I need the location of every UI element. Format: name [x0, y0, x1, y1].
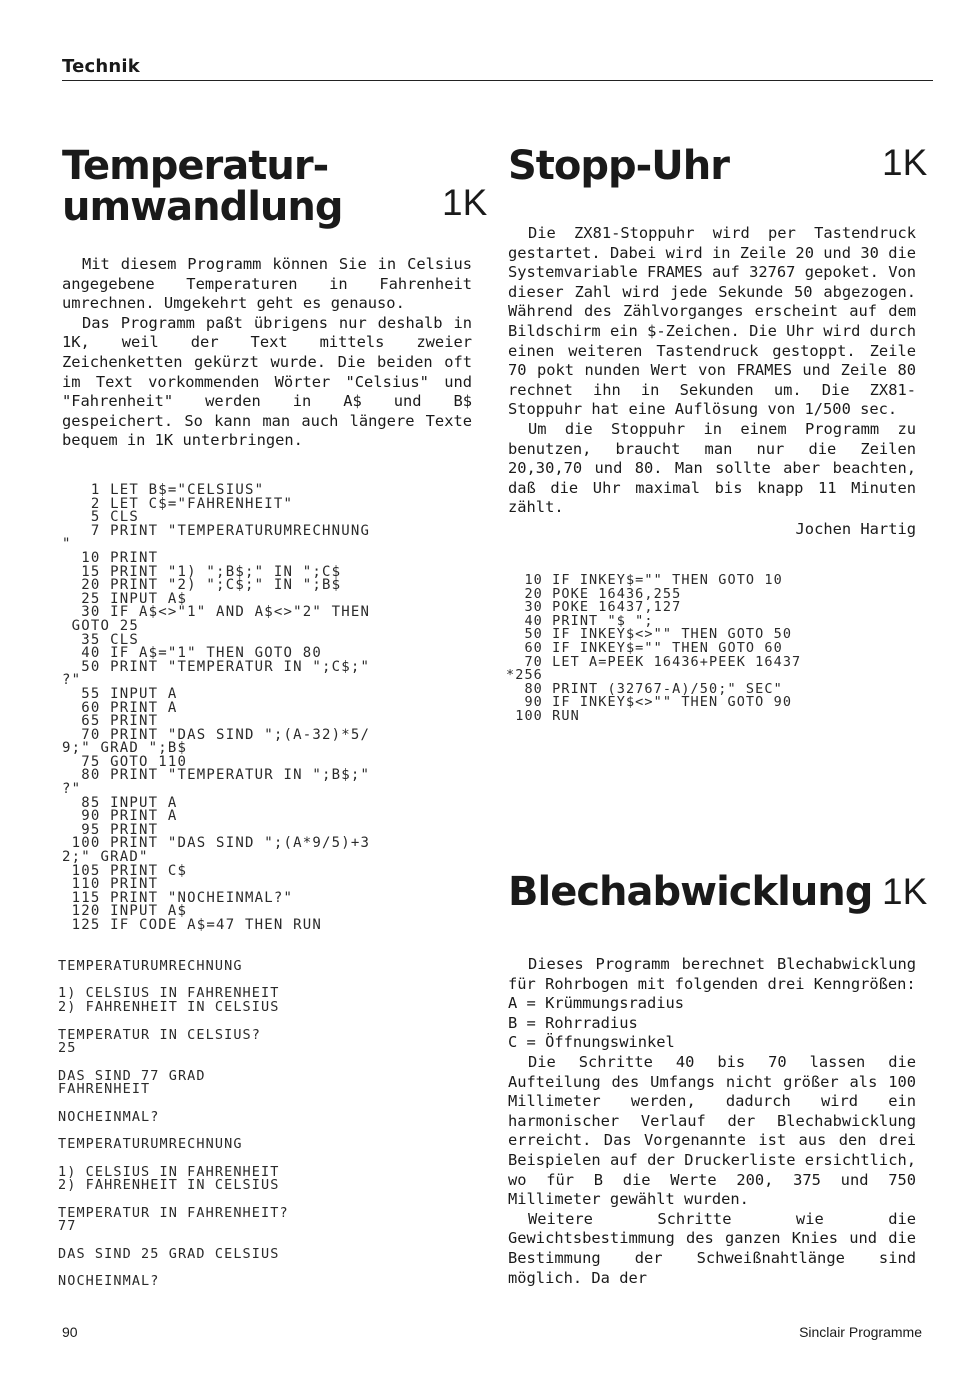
output-line: FAHRENHEIT — [58, 1081, 151, 1098]
article1-program-listing — [62, 484, 370, 933]
article1-program-output — [58, 960, 289, 1289]
output-line: NOCHEINMAL? — [58, 1273, 160, 1290]
code-line: 5 CLS — [62, 509, 140, 526]
article2-size-badge: 1K — [882, 142, 928, 183]
header-rule — [62, 80, 933, 81]
output-line: TEMPERATUR IN FAHRENHEIT? — [58, 1204, 289, 1221]
article3-paragraph: Die Schritte 40 bis 70 lassen die Aufteilung des Umfangs nicht größer als 100 Millimeter werden, dadurch wird ein harmonischer Verlauf der Blechabwicklung erreicht. Das Vorgenannte ist aus den drei Beispielen auf der Druckerliste ersichtlich, wo für B die Werte 200, 375 und 750 Millimeter gewählt wurden. — [508, 1052, 916, 1209]
code-line: 125 IF CODE A$=47 THEN RUN — [62, 917, 322, 933]
code-line: 90 IF INKEY$<>"" THEN GOTO 90 — [506, 694, 793, 711]
article3-body — [508, 955, 916, 1288]
code-line: 30 POKE 16437,127 — [506, 599, 682, 616]
code-line: 100 PRINT "DAS SIND ";(A*9/5)+3 — [62, 835, 371, 852]
code-line: 10 IF INKEY$="" THEN GOTO 10 — [506, 572, 783, 588]
output-line: DAS SIND 25 GRAD CELSIUS — [58, 1245, 280, 1262]
output-line: 2) FAHRENHEIT IN CELSIUS — [58, 999, 280, 1016]
code-line: 75 GOTO 110 — [62, 753, 188, 770]
output-line: 1) CELSIUS IN FAHRENHEIT — [58, 985, 280, 1002]
code-line: 110 PRINT — [62, 876, 159, 893]
definition-item: C = Öffnungswinkel — [508, 1033, 675, 1052]
code-line: 30 IF A$<>"1" AND A$<>"2" THEN — [62, 604, 371, 621]
output-line: TEMPERATURUMRECHNUNG — [58, 958, 243, 974]
code-line: 90 PRINT A — [62, 808, 178, 825]
article1-title-line1: Temperatur- — [62, 143, 329, 189]
code-line: *256 — [506, 667, 543, 684]
article2-body — [508, 224, 916, 540]
article2-paragraph: Die ZX81-Stoppuhr wird per Tastendruck gestartet. Dabei wird in Zeile 20 und 30 die Systemvariable FRAMES auf 32767 gepoket. Von dieser Zahl wird jede Sekunde 50 abgezogen. Während des Zählvorganges erscheint auf dem Bildschirm ein $-Zeichen. Die Uhr wird durch einen weiteren Tastendruck gestoppt. Zeile 70 pokt nunden Wert von FRAMES und Zeile 80 rechnet ihn in Sekunden um. Die ZX81-Stoppuhr hat eine Auflösung von 1/500 sec. — [508, 224, 916, 419]
page-number: 90 — [62, 1324, 78, 1340]
output-line: 2) FAHRENHEIT IN CELSIUS — [58, 1177, 280, 1194]
article2-author: Jochen Hartig — [795, 519, 916, 538]
code-line: 40 IF A$="1" THEN GOTO 80 — [62, 645, 322, 662]
code-line: 40 PRINT "$ "; — [506, 612, 654, 629]
code-line: 25 INPUT A$ — [62, 590, 188, 607]
article3-paragraph: Weitere Schritte wie die Gewichtsbestimmung des ganzen Knies und die Bestimmung der Schweißnahtlänge sind möglich. Da der — [508, 1209, 916, 1287]
code-line: 65 PRINT — [62, 713, 159, 730]
code-line: ?" — [62, 781, 82, 798]
article1-paragraph: Das Programm paßt übrigens nur deshalb in 1K, weil der Text mittels zweier Zeichenketten gekürzt wurde. Die beiden oft im Text vorkommenden Wörter "Celsius" und "Fahrenheit" werden in A$ und B$ gespeichert. So kann man auch längere Texte bequem in 1K unterbringen. — [62, 313, 472, 450]
code-line: 95 PRINT — [62, 821, 159, 838]
code-line: 60 PRINT A — [62, 699, 178, 716]
code-line: GOTO 25 — [62, 617, 140, 634]
output-line: TEMPERATURUMRECHNUNG — [58, 1136, 243, 1153]
code-line: 10 PRINT — [62, 549, 159, 566]
code-line: 7 PRINT "TEMPERATURUMRECHNUNG — [62, 522, 371, 539]
code-line: 15 PRINT "1) ";B$;" IN ";C$ — [62, 563, 342, 580]
article1-body — [62, 255, 472, 451]
code-line: 35 CLS — [62, 631, 140, 648]
code-line: 100 RUN — [506, 707, 580, 724]
code-line: 70 LET A=PEEK 16436+PEEK 16437 — [506, 653, 802, 670]
output-line: 25 — [58, 1040, 77, 1057]
magazine-name: Sinclair Programme — [799, 1324, 922, 1340]
output-line: 77 — [58, 1218, 77, 1235]
article3-size-badge: 1K — [882, 871, 928, 912]
code-line: 85 INPUT A — [62, 794, 178, 811]
code-line: 105 PRINT C$ — [62, 862, 188, 879]
code-line: 120 INPUT A$ — [62, 903, 188, 920]
code-line: 60 IF INKEY$="" THEN GOTO 60 — [506, 639, 783, 656]
definition-item: A = Krümmungsradius — [508, 994, 685, 1013]
code-line: ?" — [62, 672, 82, 689]
article3-intro: Dieses Programm berechnet Blechabwicklung für Rohrbogen mit folgenden drei Kenngrößen: — [508, 955, 916, 993]
section-label: Technik — [62, 56, 140, 77]
article2-paragraph: Um die Stoppuhr in einem Programm zu benutzen, braucht man nur die Zeilen 20,30,70 und 80. Man sollte aber beachten, daß die Uhr maximal bis knapp 11 Minuten zählt. — [508, 419, 916, 517]
code-line: 70 PRINT "DAS SIND ";(A-32)*5/ — [62, 726, 371, 743]
output-line: TEMPERATUR IN CELSIUS? — [58, 1026, 262, 1043]
code-line: 2 LET C$="FAHRENHEIT" — [62, 495, 294, 512]
definition-item: B = Rohrradius — [508, 1013, 638, 1032]
code-line: 20 POKE 16436,255 — [506, 585, 682, 602]
article1-size-badge: 1K — [442, 182, 488, 223]
article3-title: Blechabwicklung — [508, 869, 873, 915]
code-line: 20 PRINT "2) ";C$;" IN ";B$ — [62, 577, 342, 594]
code-line: 80 PRINT "TEMPERATUR IN ";B$;" — [62, 767, 371, 784]
code-line: 9;" GRAD ";B$ — [62, 740, 188, 757]
output-line: DAS SIND 77 GRAD — [58, 1067, 206, 1084]
output-line: NOCHEINMAL? — [58, 1108, 160, 1125]
code-line: 55 INPUT A — [62, 685, 178, 702]
code-line: 50 PRINT "TEMPERATUR IN ";C$;" — [62, 658, 371, 675]
code-line: 1 LET B$="CELSIUS" — [62, 482, 265, 498]
code-line: 115 PRINT "NOCHEINMAL?" — [62, 889, 294, 906]
article1-title-line2: umwandlung — [62, 184, 343, 230]
article2-title: Stopp-Uhr — [508, 143, 729, 189]
code-line: 50 IF INKEY$<>"" THEN GOTO 50 — [506, 626, 793, 643]
article2-program-listing — [506, 574, 801, 724]
article1-paragraph: Mit diesem Programm können Sie in Celsius angegebene Temperaturen in Fahrenheit umrechnen. Umgekehrt geht es genauso. — [62, 255, 472, 313]
article3-definition-list — [508, 994, 916, 1053]
output-line: 1) CELSIUS IN FAHRENHEIT — [58, 1163, 280, 1180]
code-line: 80 PRINT (32767-A)/50;" SEC" — [506, 680, 783, 697]
code-line: 2;" GRAD" — [62, 849, 149, 866]
code-line: " — [62, 536, 72, 553]
